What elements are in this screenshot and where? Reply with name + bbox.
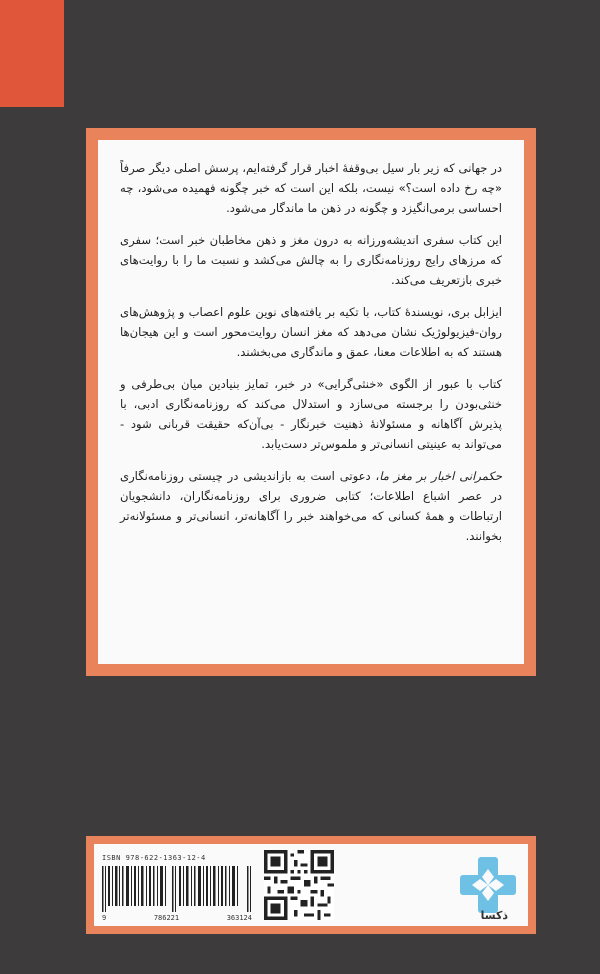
- back-cover-text: [98, 140, 524, 664]
- barcode-panel-inner: [94, 844, 528, 926]
- paragraph-3: ایزابل بری، نویسندهٔ کتاب، با تکیه بر یافته‌های نوین علوم اعصاب و پژوهش‌های روان-فیزیولوژیک نشان می‌دهد که مغز انسان روایت‌محور است و این هیجان‌ها هستند که به اطلاعات معنا، عمق و ماندگاری می‌بخشند.: [120, 305, 502, 359]
- corner-accent-block: [0, 0, 64, 107]
- paragraph-5-text: ، دعوتی است به بازاندیشی در چیستی روزنامه‌نگاری در عصر اشباع اطلاعات؛ کتابی ضروری برای روزنامه‌نگاران، دانشجویان ارتباطات و همهٔ کسانی که می‌خواهند خبر را آگاهانه‌تر، انسانی‌تر و مسئولانه‌تر بخوانند.: [120, 469, 502, 543]
- barcode-bars: [102, 866, 252, 912]
- back-cover-text-panel: [86, 128, 536, 676]
- isbn-label: ISBN 978-622-1363-12-4: [102, 854, 206, 862]
- paragraph-1: در جهانی که زیر بار سیل بی‌وقفهٔ اخبار قرار گرفته‌ایم، پرسش اصلی دیگر صرفاً «چه رخ داده است؟» نیست، بلکه این است که خبر چگونه فهمیده می‌شود، چه احساسی برمی‌انگیزد و چگونه در ذهن ما ماندگار می‌شود.: [120, 161, 502, 215]
- paragraph-2: این کتاب سفری اندیشه‌ورزانه به درون مغز و ذهن مخاطبان خبر است؛ سفری که مرزهای رایج روزنامه‌نگاری را به چالش می‌کشد و نسبت ما را با روایت‌های خبری بازتعریف می‌کند.: [120, 233, 502, 287]
- paragraph-5: [120, 466, 502, 546]
- book-title: حکمرانی اخبار بر مغز ما: [379, 469, 502, 483]
- barcode-digit-group: 363124: [226, 914, 252, 922]
- publisher-name: ذکسا: [480, 909, 508, 922]
- barcode-digit-group: 9: [102, 914, 107, 922]
- paragraph-4: کتاب با عبور از الگوی «خنثی‌گرایی» در خبر، تمایز بنیادین میان بی‌طرفی و خنثی‌بودن را برجسته می‌سازد و استدلال می‌کند که روزنامه‌نگاری ادبی، با پذیرش آگاهانه و مسئولانهٔ ذهنیت خبرنگار - بی‌آن‌که حقیقت قربانی شود - می‌تواند به عینیتی انسانی‌تر و ملموس‌تر دست‌یابد.: [120, 377, 502, 451]
- qr-code: [264, 850, 334, 920]
- barcode-panel: [86, 836, 536, 934]
- barcode-digit-group: 786221: [153, 914, 180, 922]
- barcode-digits: [102, 914, 252, 922]
